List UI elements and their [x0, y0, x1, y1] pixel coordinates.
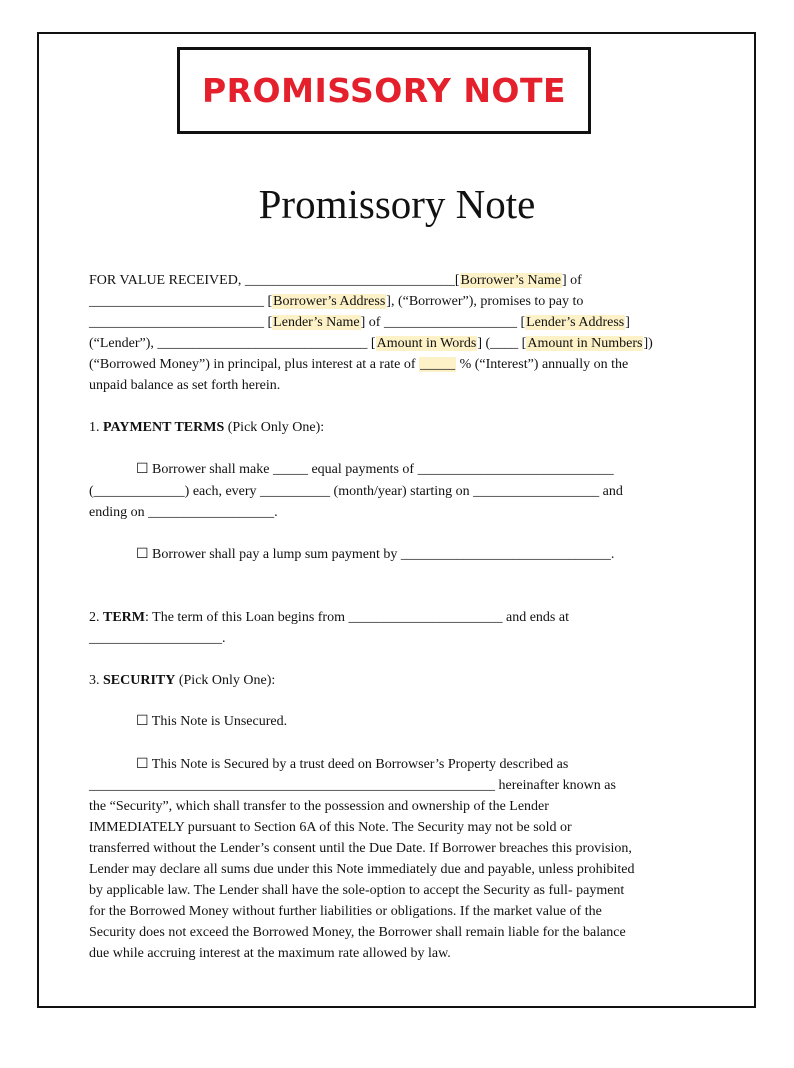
intro-text: (____	[481, 336, 522, 351]
field-bracket-open: [	[370, 336, 376, 351]
borrower-address-field[interactable]: Borrower’s Address	[273, 294, 386, 309]
field-bracket-close: ]	[643, 336, 649, 351]
intro-line-5	[89, 356, 628, 374]
field-bracket-close: ]	[561, 273, 571, 288]
document-title: Promissory Note	[258, 181, 536, 227]
field-bracket-close: ]	[360, 315, 366, 330]
amount-numbers-field[interactable]: Amount in Numbers	[527, 336, 643, 351]
intro-text: of	[570, 273, 582, 288]
field-bracket-open: [	[267, 315, 273, 330]
payment-option-installments-line-3: ending on __________________.	[89, 505, 278, 520]
security-paragraph-line: Lender may declare all sums due under this Note immediately due and payable, unless prohibited	[89, 862, 635, 877]
security-heading	[89, 672, 275, 690]
intro-line-6: unpaid balance as set forth herein.	[89, 378, 281, 393]
section-note: (Pick Only One):	[224, 420, 325, 435]
intro-line-2	[89, 293, 583, 311]
payment-option-installments-line-2: (_____________) each, every __________ (month/year) starting on __________________ and	[89, 484, 623, 499]
lender-address-field[interactable]: Lender’s Address	[526, 315, 625, 330]
security-paragraph-line: __________________________________________________________ hereinafter known as	[89, 778, 616, 793]
security-paragraph-line: transferred without the Lender’s consent until the Due Date. If Borrower breaches this provision,	[89, 841, 632, 856]
field-bracket-open: [	[267, 294, 273, 309]
field-bracket-close: ]	[386, 294, 391, 309]
term-text: : The term of this Loan begins from ______________________ and ends at	[145, 610, 569, 625]
amount-words-field[interactable]: Amount in Words	[376, 336, 477, 351]
security-paragraph-line: for the Borrowed Money without further liabilities or obligations. If the market value of the	[89, 904, 602, 919]
section-number: 3.	[89, 673, 103, 688]
intro-text: of ___________________	[365, 315, 521, 330]
section-number: 1.	[89, 420, 103, 435]
field-bracket-close: ]	[625, 315, 630, 330]
section-number: 2.	[89, 610, 103, 625]
intro-text: , (“Borrower”), promises to pay to	[390, 294, 584, 309]
intro-line-3	[89, 314, 630, 332]
security-paragraph-line: IMMEDIATELY pursuant to Section 6A of this Note. The Security may not be sold or	[89, 820, 572, 835]
security-paragraph-line: Security does not exceed the Borrowed Money, the Borrower shall remain liable for the balance	[89, 925, 626, 940]
interest-rate-field[interactable]: _____	[420, 357, 456, 372]
section-note: (Pick Only One):	[175, 673, 276, 688]
blank-line: _________________________	[89, 315, 268, 330]
intro-text: (“Borrowed Money”) in principal, plus interest at a rate of	[89, 357, 420, 372]
section-title: SECURITY	[103, 673, 176, 688]
section-title: PAYMENT TERMS	[103, 420, 225, 435]
term-line-1	[89, 609, 569, 627]
payment-terms-heading	[89, 419, 324, 437]
intro-line-1	[89, 272, 582, 290]
security-paragraph-line: the “Security”, which shall transfer to the possession and ownership of the Lender	[89, 799, 549, 814]
intro-text: )	[648, 336, 653, 351]
blank-line: _________________________	[89, 294, 268, 309]
field-bracket-open: [	[520, 315, 526, 330]
borrower-name-field[interactable]: Borrower’s Name	[460, 273, 561, 288]
security-option-unsecured[interactable]: ☐ This Note is Unsecured.	[136, 714, 288, 729]
intro-text: % (“Interest”) annually on the	[456, 357, 629, 372]
field-bracket-open: [	[454, 273, 460, 288]
security-paragraph-line: due while accruing interest at the maximum rate allowed by law.	[89, 946, 451, 961]
field-bracket-close: ]	[477, 336, 482, 351]
intro-text: (“Lender”), ______________________________	[89, 336, 371, 351]
banner-label: PROMISSORY NOTE	[201, 71, 567, 110]
security-option-secured[interactable]: ☐ This Note is Secured by a trust deed on Borrowser’s Property described as	[136, 757, 569, 772]
term-line-2: ___________________.	[89, 631, 226, 646]
payment-option-lump-sum[interactable]: ☐ Borrower shall pay a lump sum payment by ______________________________.	[136, 547, 615, 562]
section-title: TERM	[103, 610, 145, 625]
banner-box	[177, 47, 591, 134]
lender-name-field[interactable]: Lender’s Name	[273, 315, 360, 330]
security-paragraph-line: by applicable law. The Lender shall have the sole-option to accept the Security as full- payment	[89, 883, 625, 898]
payment-option-installments[interactable]: ☐ Borrower shall make _____ equal payments of ____________________________	[136, 462, 614, 477]
field-bracket-open: [	[521, 336, 527, 351]
intro-text: FOR VALUE RECEIVED, ______________________________	[89, 273, 455, 288]
intro-line-4	[89, 335, 653, 353]
